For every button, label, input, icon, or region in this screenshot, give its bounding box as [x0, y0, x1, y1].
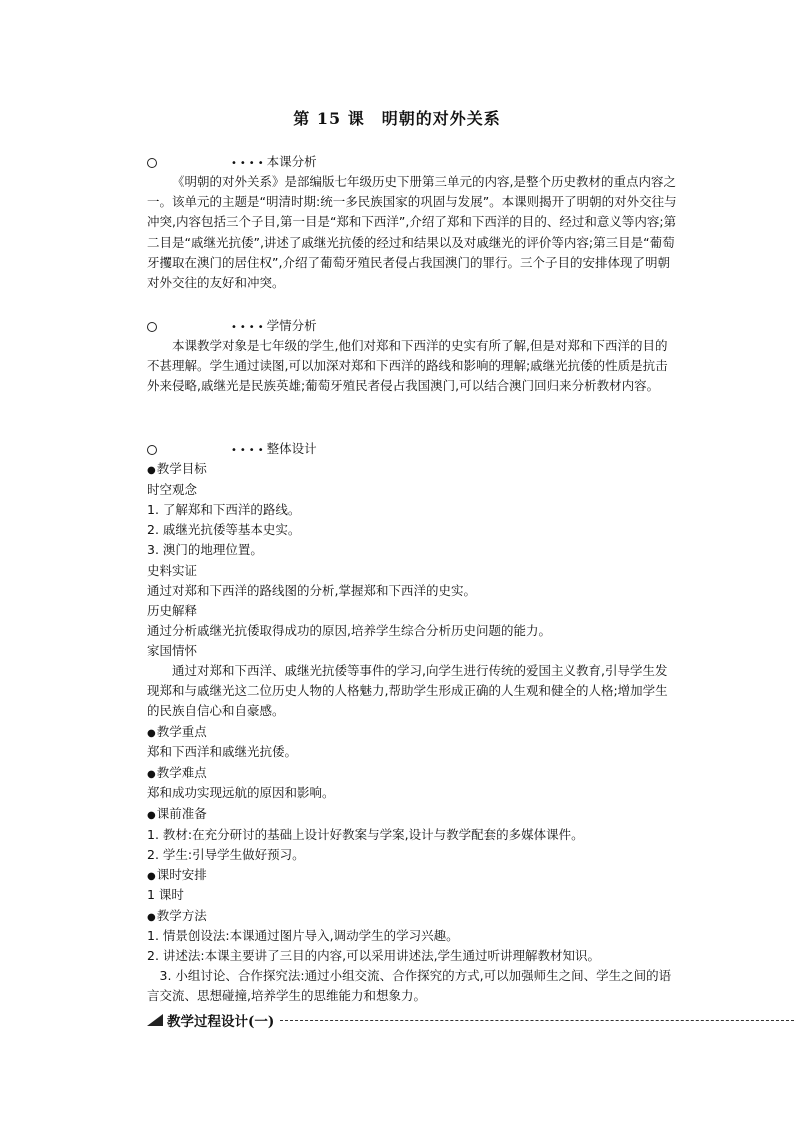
prep-item: 2. 学生:引导学生做好预习。: [147, 847, 305, 862]
goal1-item: 1. 了解郑和下西洋的路线。: [147, 502, 301, 517]
method-label: ● 教学方法: [147, 906, 207, 928]
prep-label: ● 课前准备: [147, 804, 207, 826]
section-heading-design: ••••整体设计: [147, 439, 317, 461]
lesson-title: 第 15 课 明朝的对外关系: [293, 109, 501, 128]
goal1-item: 3. 澳门的地理位置。: [147, 542, 263, 557]
goal1-item: 2. 戚继光抗倭等基本史实。: [147, 522, 301, 537]
circle-icon: [147, 158, 157, 168]
method-item-3: 3. 小组讨论、合作探究法:通过小组交流、合作探究的方式,可以加强师生之间、学生之间的语言交流、思想碰撞,培养学生的思维能力和想象力。: [147, 968, 672, 1004]
goal4-text: 通过对郑和下西洋、戚继光抗倭等事件的学习,向学生进行传统的爱国主义教育,引导学生发现郑和与戚继光这二位历史人物的人格魅力,帮助学生形成正确的人生观和健全的人格;增加学生的民族自信心和自豪感。: [147, 663, 668, 719]
dashed-rule: [280, 1020, 794, 1021]
goal1-label: 时空观念: [147, 482, 198, 497]
method-item: 1. 情景创设法:本课通过图片导入,调动学生的学习兴趣。: [147, 928, 459, 943]
process-heading: 教学过程设计(一): [147, 1010, 794, 1030]
triangle-icon: [147, 1014, 163, 1026]
goal2-text: 通过对郑和下西洋的路线图的分析,掌握郑和下西洋的史实。: [147, 583, 476, 598]
dots-icon: ••••: [231, 322, 267, 333]
difficulty-label: ● 教学难点: [147, 763, 207, 785]
goal3-label: 历史解释: [147, 603, 198, 618]
section-heading-analysis: ••••本课分析: [147, 152, 317, 174]
circle-icon: [147, 322, 157, 332]
key-text: 郑和下西洋和戚继光抗倭。: [147, 744, 298, 759]
dots-icon: ••••: [231, 158, 267, 169]
method-item: 2. 讲述法:本课主要讲了三目的内容,可以采用讲述法,学生通过听讲理解教材知识。: [147, 948, 601, 963]
time-label: ● 课时安排: [147, 865, 207, 887]
prep-item: 1. 教材:在充分研讨的基础上设计好教案与学案,设计与教学配套的多媒体课件。: [147, 827, 584, 842]
goal3-text: 通过分析戚继光抗倭取得成功的原因,培养学生综合分析历史问题的能力。: [147, 623, 551, 638]
goal4-label: 家国情怀: [147, 643, 198, 658]
dots-icon: ••••: [231, 445, 267, 456]
students-body: 本课教学对象是七年级的学生,他们对郑和下西洋的史实有所了解,但是对郑和下西洋的目的不甚理解。学生通过读图,可以加深对郑和下西洋的路线和影响的理解;戚继光抗倭的性质是抗击外来侵略,戚继光是民族英雄;葡萄牙殖民者侵占我国澳门,可以结合澳门回归来分析教材内容。: [147, 338, 668, 394]
goal2-label: 史料实证: [147, 563, 198, 578]
difficulty-text: 郑和成功实现远航的原因和影响。: [147, 785, 335, 800]
section-heading-students: ••••学情分析: [147, 316, 317, 338]
circle-icon: [147, 445, 157, 455]
time-text: 1 课时: [147, 887, 184, 902]
key-label: ● 教学重点: [147, 722, 207, 744]
goals-label: ● 教学目标: [147, 459, 207, 481]
analysis-body: 《明朝的对外关系》是部编版七年级历史下册第三单元的内容,是整个历史教材的重点内容之一。该单元的主题是“明清时期:统一多民族国家的巩固与发展”。本课则揭开了明朝的对外交往与冲突,内容包括三个子目,第一目是“郑和下西洋”,介绍了郑和下西洋的目的、经过和意义等内容;第二目是“戚继光抗倭”,讲述了戚继光抗倭的经过和结果以及对戚继光的评价等内容;第三目是“葡萄牙攫取在澳门的居住权”,介绍了葡萄牙殖民者侵占我国澳门的罪行。三个子目的安排体现了明朝对外交往的友好和冲突。: [147, 174, 677, 291]
